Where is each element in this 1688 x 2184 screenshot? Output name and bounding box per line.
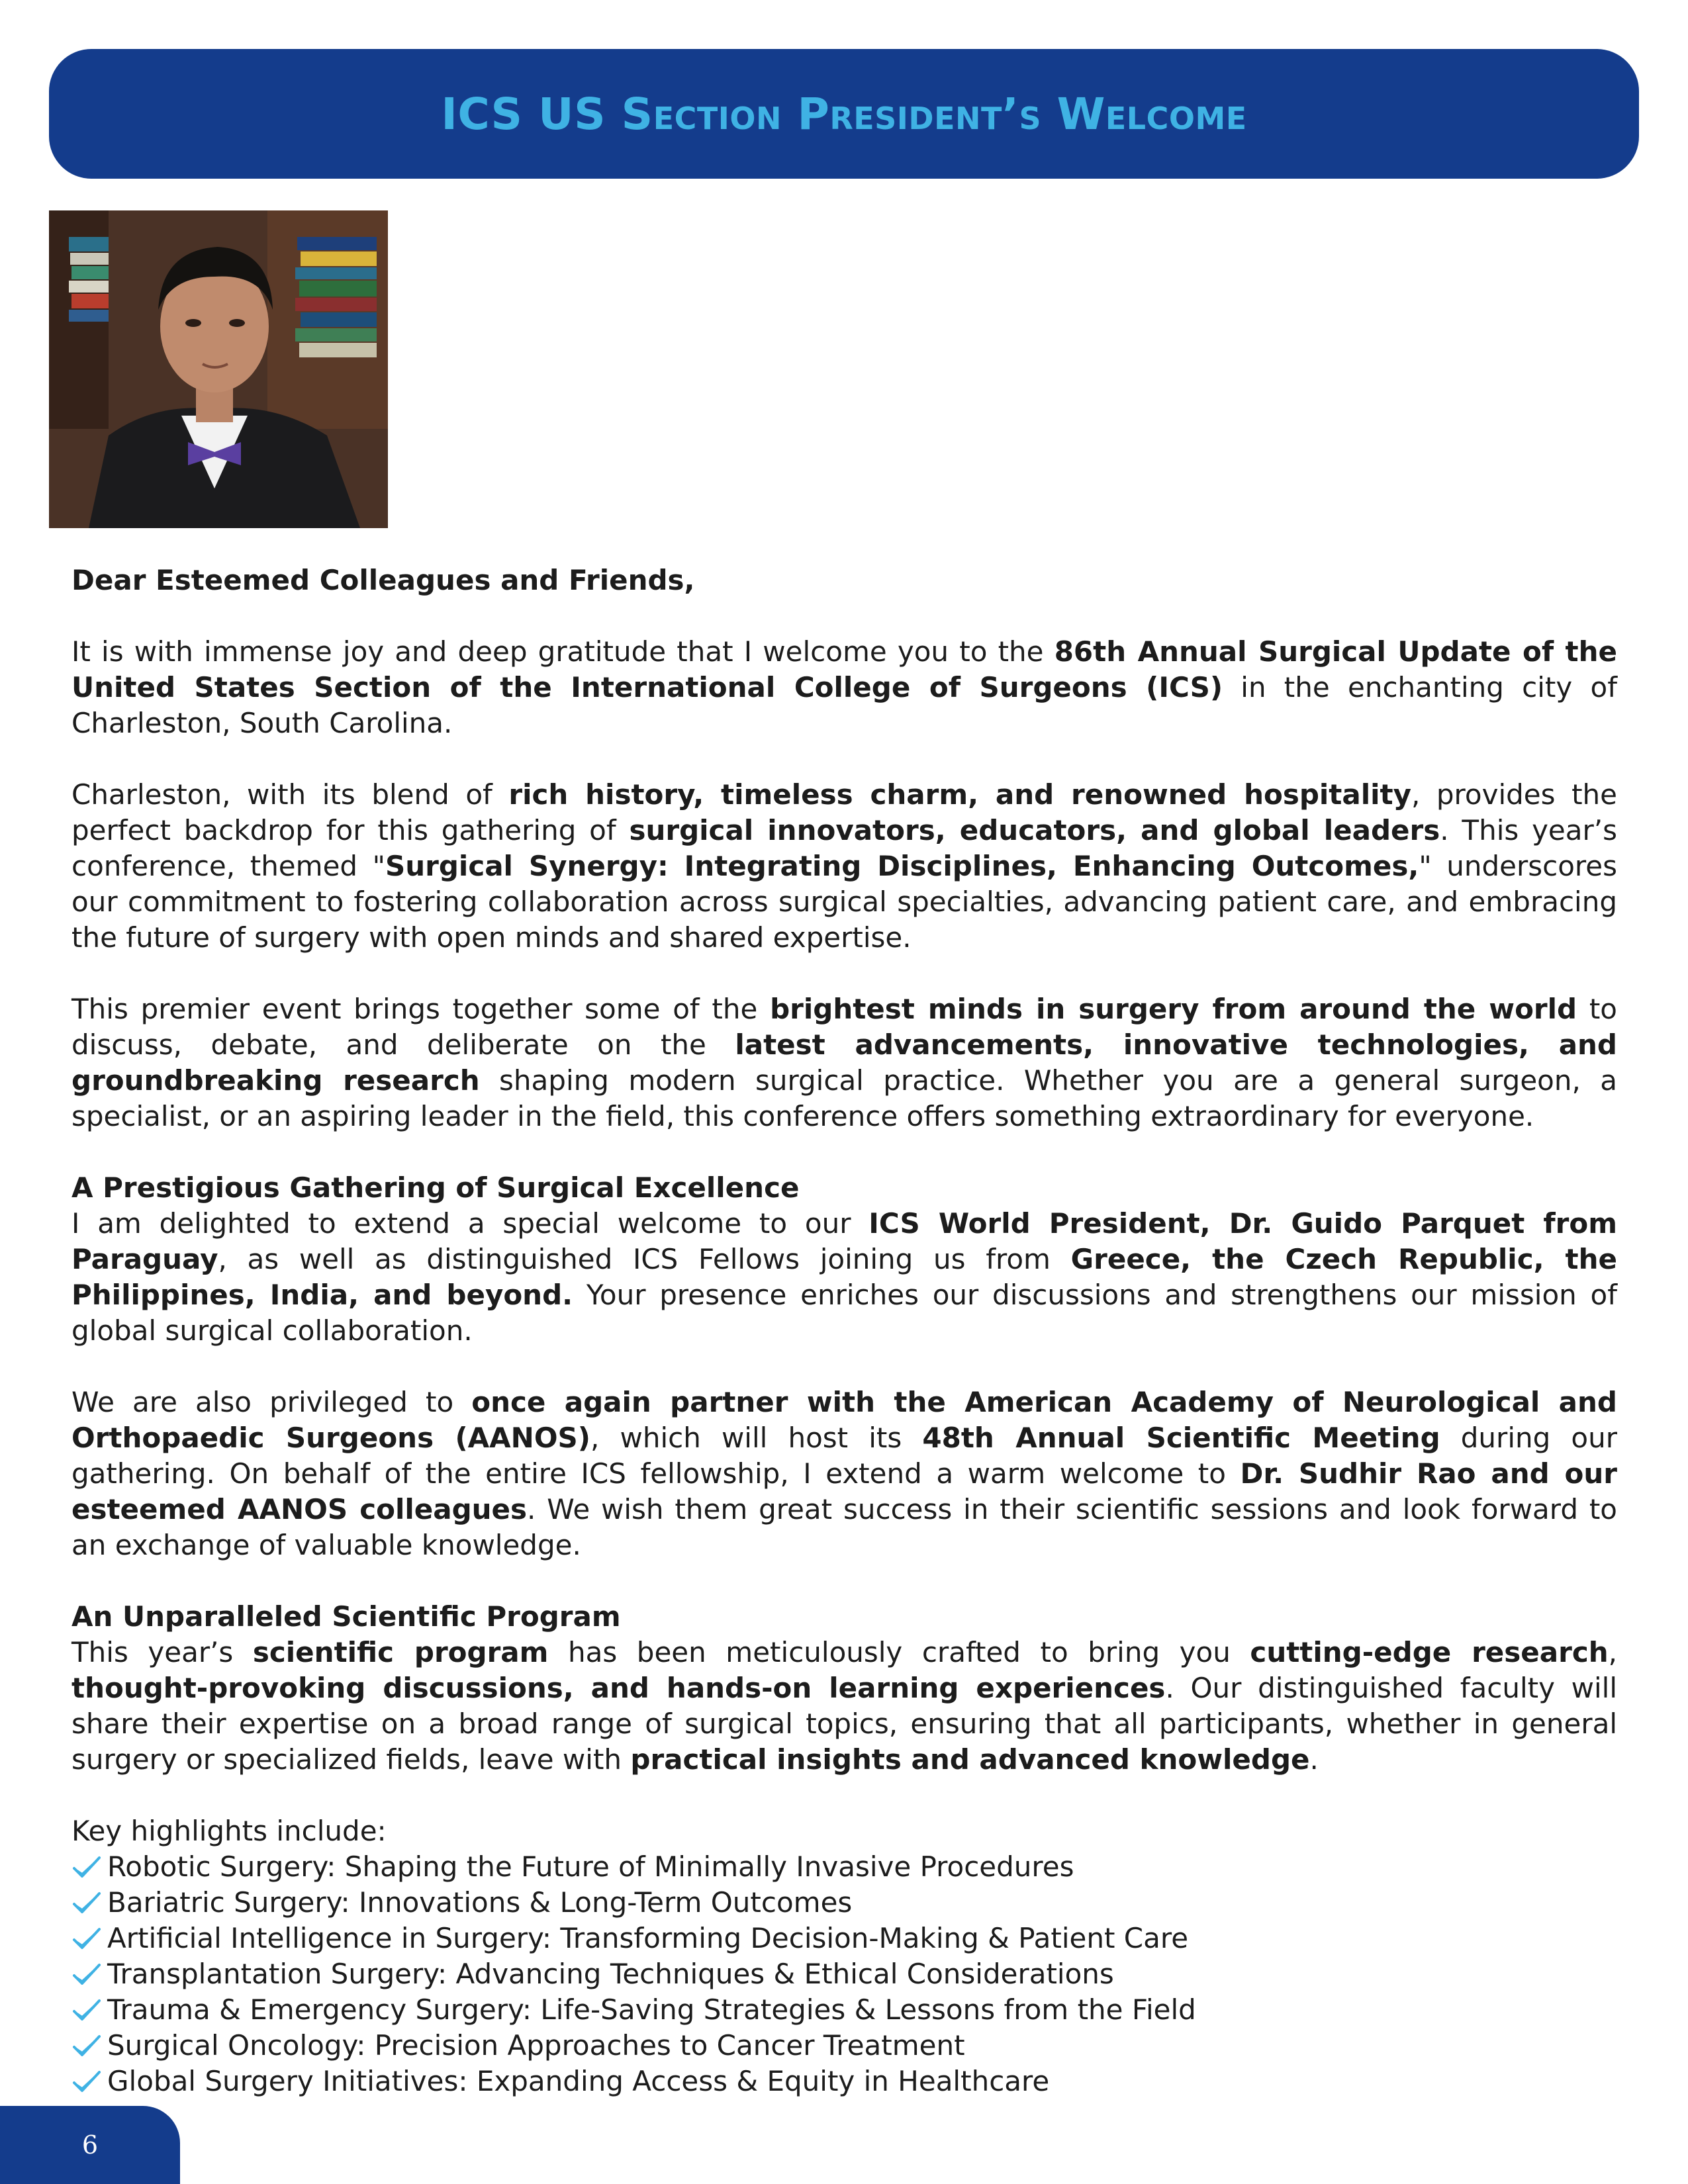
list-item: Trauma & Emergency Surgery: Life-Saving Strategies & Lessons from the Field xyxy=(71,1992,1617,2028)
page-title: ICS US Section President’s Welcome xyxy=(441,88,1247,140)
list-item: Robotic Surgery: Shaping the Future of Minimally Invasive Procedures xyxy=(71,1849,1617,1885)
section-heading: An Unparalleled Scientific Program xyxy=(71,1600,621,1633)
highlights-list xyxy=(71,1849,1617,2099)
checkmark-icon xyxy=(71,1925,102,1952)
welcome-letter xyxy=(71,563,1617,2099)
president-portrait-image xyxy=(49,210,388,528)
checkmark-icon xyxy=(71,2068,102,2095)
page-number-tab xyxy=(0,2106,180,2184)
highlights-intro: Key highlights include: xyxy=(71,1815,387,1847)
paragraph-intro: It is with immense joy and deep gratitude that I welcome you to the 86th Annual Surgical Update of the United States Section of the International College of Surgeons (ICS) in the enchanting city of Charleston, South Carolina. xyxy=(71,635,1618,739)
salutation: Dear Esteemed Colleagues and Friends, xyxy=(71,564,695,596)
list-item: Bariatric Surgery: Innovations & Long-Term Outcomes xyxy=(71,1885,1617,1921)
page-number: 6 xyxy=(81,2130,99,2160)
list-item: Surgical Oncology: Precision Approaches to Cancer Treatment xyxy=(71,2028,1617,2064)
president-photo xyxy=(49,210,388,528)
paragraph-prestigious-gathering: A Prestigious Gathering of Surgical Excellence I am delighted to extend a special welcome to our ICS World President, Dr. Guido Parquet from Paraguay, as well as distinguished ICS Fellows joining us from Greece, the Czech Republic, the Philippines, India, and beyond. Your presence enriches our discussions and strengthens our mission of global surgical collaboration. xyxy=(71,1171,1617,1347)
section-heading: A Prestigious Gathering of Surgical Excellence xyxy=(71,1171,800,1204)
checkmark-icon xyxy=(71,1997,102,2023)
paragraph-aanos: We are also privileged to once again partner with the American Academy of Neurological and Orthopaedic Surgeons (AANOS), which will host its 48th Annual Scientific Meeting during our gathering. On behalf of the entire ICS fellowship, I extend a warm welcome to Dr. Sudhir Rao and our esteemed AANOS colleagues. We wish them great success in their scientific sessions and look forward to an exchange of valuable knowledge. xyxy=(71,1386,1617,1561)
paragraph-premier-event: This premier event brings together some of the brightest minds in surgery from around the world to discuss, debate, and deliberate on the latest advancements, innovative technologies, and groundbreaking research shaping modern surgical practice. Whether you are a general surgeon, a specialist, or an aspiring leader in the field, this conference offers something extraordinary for everyone. xyxy=(71,993,1618,1132)
list-item: Global Surgery Initiatives: Expanding Access & Equity in Healthcare xyxy=(71,2064,1617,2099)
paragraph-scientific-program: An Unparalleled Scientific Program This year’s scientific program has been meticulously crafted to bring you cutting-edge research, thought-provoking discussions, and hands-on learning experiences. Our distinguished faculty will share their expertise on a broad range of surgical topics, ensuring that all participants, whether in general surgery or specialized fields, leave with practical insights and advanced knowledge. xyxy=(71,1600,1617,1776)
checkmark-icon xyxy=(71,2032,102,2059)
list-item: Artificial Intelligence in Surgery: Transforming Decision-Making & Patient Care xyxy=(71,1921,1617,1956)
paragraph-charleston: Charleston, with its blend of rich history, timeless charm, and renowned hospitality, provides the perfect backdrop for this gathering of surgical innovators, educators, and global leaders. This year’s conference, themed "Surgical Synergy: Integrating Disciplines, Enhancing Outcomes," underscores our commitment to fostering collaboration across surgical specialties, advancing patient care, and embracing the future of surgery with open minds and shared expertise. xyxy=(71,778,1618,954)
checkmark-icon xyxy=(71,1889,102,1916)
list-item: Transplantation Surgery: Advancing Techniques & Ethical Considerations xyxy=(71,1956,1617,1992)
checkmark-icon xyxy=(71,1961,102,1987)
title-banner xyxy=(49,49,1639,179)
checkmark-icon xyxy=(71,1854,102,1880)
